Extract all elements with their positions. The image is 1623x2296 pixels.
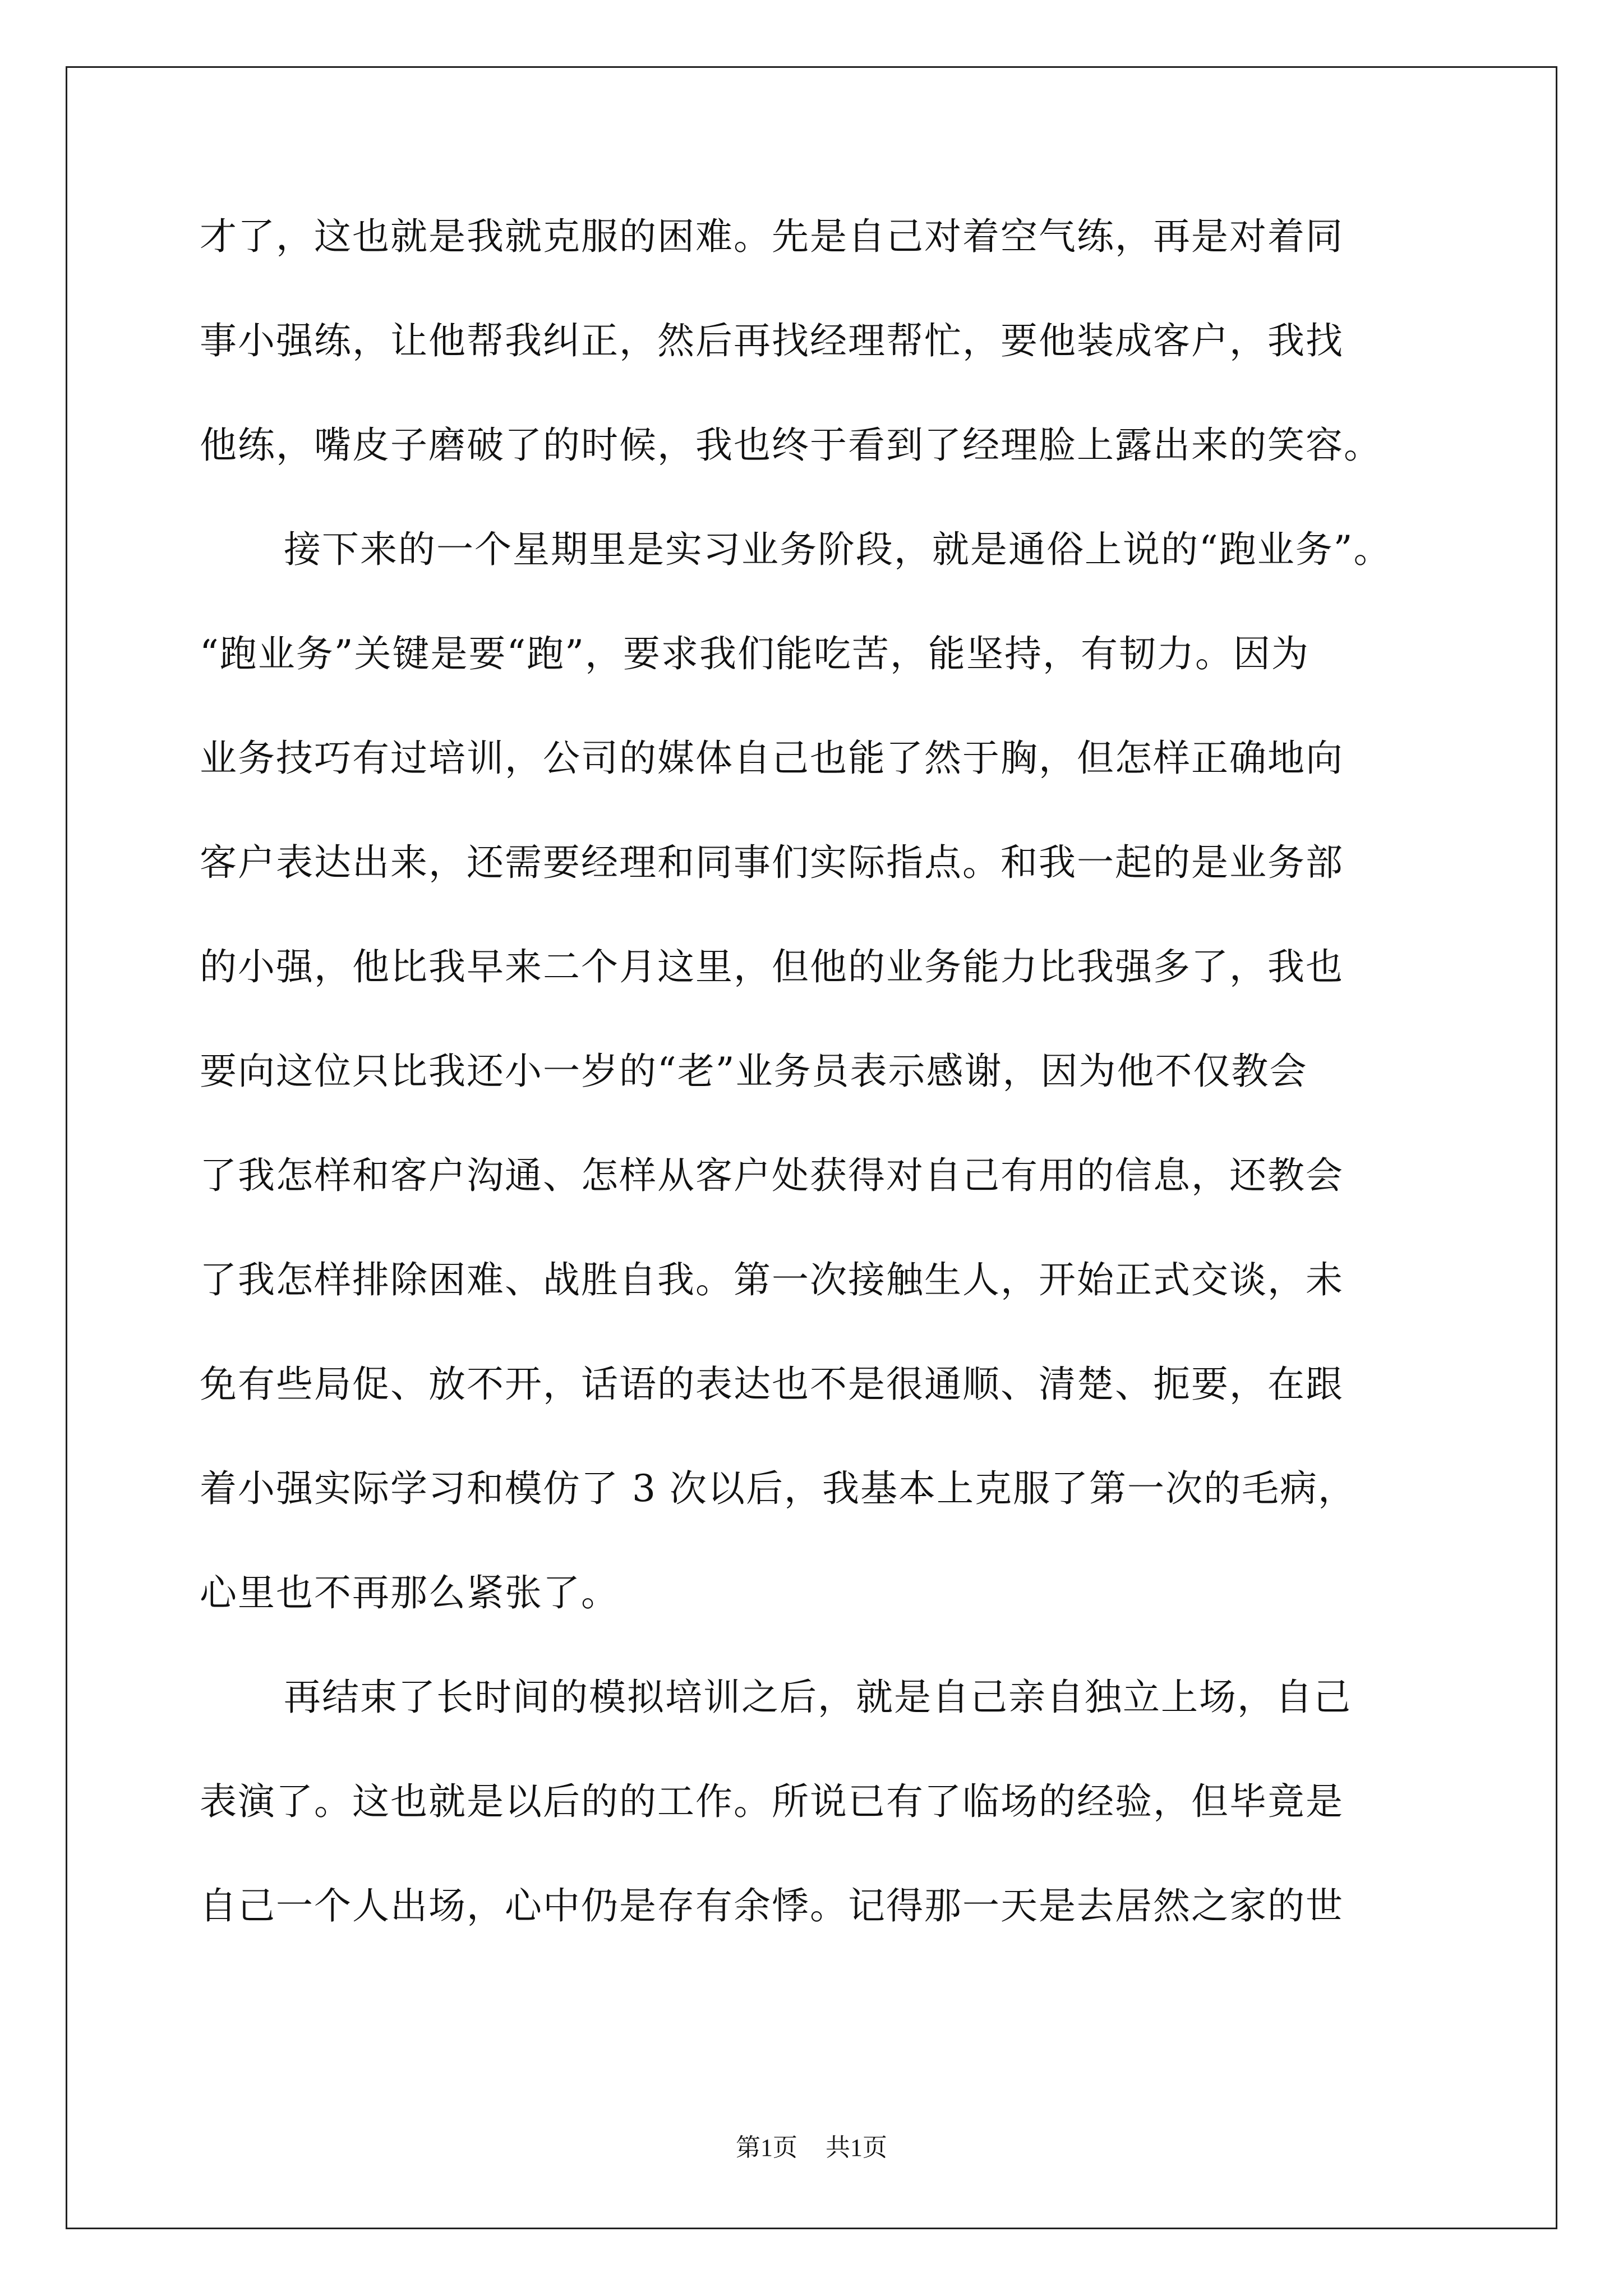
page-number-current: 第1页 [736, 2134, 797, 2161]
text-line: 免有些局促、放不开，话语的表达也不是很通顺、清楚、扼要，在跟 [200, 1363, 1344, 1406]
text-line: “跑业务”关键是要“跑”，要求我们能吃苦，能坚持，有韧力。因为 [200, 632, 1310, 675]
text-line: 再结束了长时间的模拟培训之后，就是自己亲自独立上场，自己 [284, 1676, 1352, 1719]
text-line: 要向这位只比我还小一岁的“老”业务员表示感谢，因为他不仅教会 [200, 1050, 1308, 1093]
text-line: 了我怎样和客户沟通、怎样从客户处获得对自己有用的信息，还教会 [200, 1154, 1344, 1197]
text-line: 才了，这也就是我就克服的困难。先是自己对着空气练，再是对着同 [200, 215, 1344, 258]
text-line: 的小强，他比我早来二个月这里，但他的业务能力比我强多了，我也 [200, 945, 1344, 988]
page-footer [0, 2127, 1623, 2163]
text-line: 自己一个人出场，心中仍是存有余悸。记得那一天是去居然之家的世 [200, 1884, 1344, 1927]
text-line: 接下来的一个星期里是实习业务阶段，就是通俗上说的“跑业务”。 [284, 528, 1392, 571]
text-line: 表演了。这也就是以后的的工作。所说已有了临场的经验，但毕竟是 [200, 1780, 1344, 1823]
text-line: 他练，嘴皮子磨破了的时候，我也终于看到了经理脸上露出来的笑容。 [200, 424, 1382, 467]
text-line: 客户表达出来，还需要经理和同事们实际指点。和我一起的是业务部 [200, 841, 1344, 884]
text-line: 心里也不再那么紧张了。 [200, 1571, 619, 1614]
page-number-total: 共1页 [826, 2134, 887, 2161]
text-line: 事小强练，让他帮我纠正，然后再找经理帮忙，要他装成客户，我找 [200, 319, 1344, 362]
text-line: 了我怎样排除困难、战胜自我。第一次接触生人，开始正式交谈，未 [200, 1258, 1344, 1301]
text-line: 业务技巧有过培训，公司的媒体自己也能了然于胸，但怎样正确地向 [200, 737, 1344, 780]
document-body [200, 216, 1433, 1990]
text-line: 着小强实际学习和模仿了 3 次以后，我基本上克服了第一次的毛病， [200, 1467, 1356, 1510]
